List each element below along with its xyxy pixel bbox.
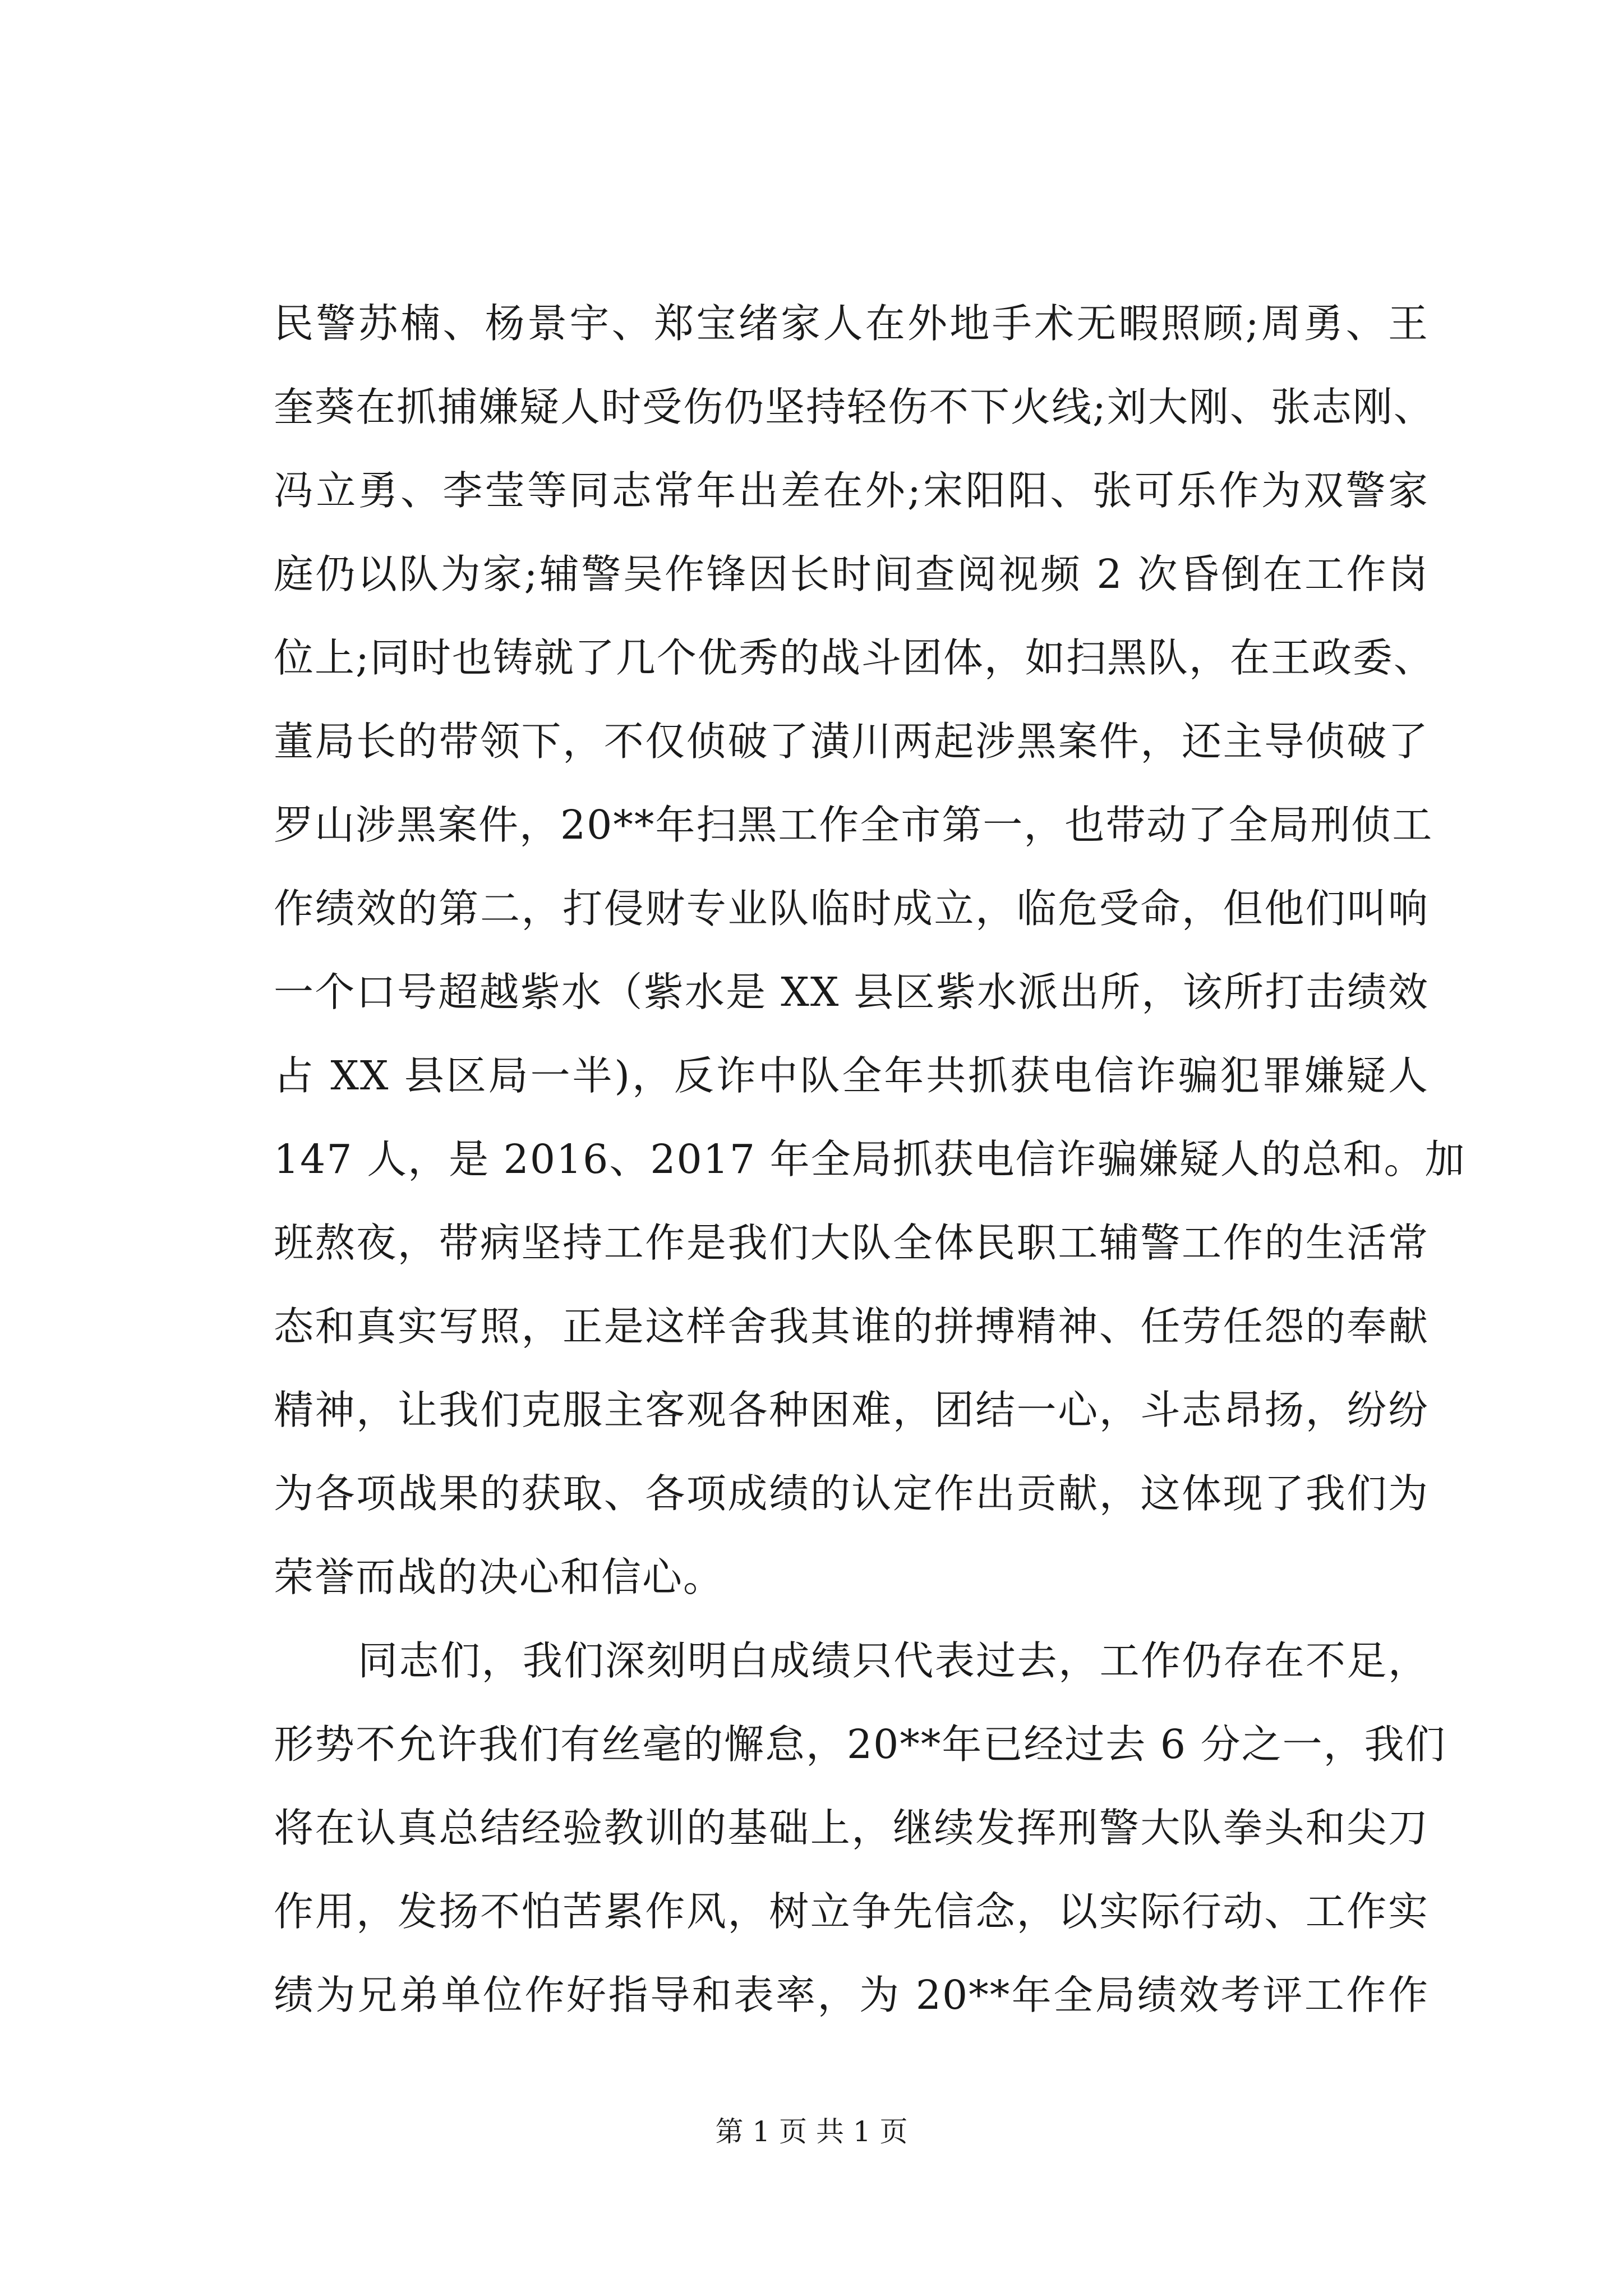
text-line: 形势不允许我们有丝毫的懈怠，20**年已经过去 6 分之一，我们 (274, 1721, 1446, 1768)
text-line: 庭仍以队为家;辅警吴作锋因长时间查阅视频 2 次昏倒在工作岗 (274, 551, 1429, 597)
text-line: 荣誉而战的决心和信心。 (274, 1554, 725, 1600)
text-line: 民警苏楠、杨景宇、郑宝绪家人在外地手术无暇照顾;周勇、王 (274, 300, 1429, 347)
text-line: 147 人，是 2016、2017 年全局抓获电信诈骗嫌疑人的总和。加 (274, 1136, 1466, 1182)
text-line: 为各项战果的获取、各项成绩的认定作出贡献，这体现了我们为 (274, 1470, 1429, 1517)
text-line: 一个口号超越紫水（紫水是 XX 县区紫水派出所，该所打击绩效 (274, 969, 1429, 1015)
text-line: 作绩效的第二，打侵财专业队临时成立，临危受命，但他们叫响 (274, 885, 1429, 932)
page-number-footer: 第 1 页 共 1 页 (715, 2115, 908, 2148)
text-line: 班熬夜，带病坚持工作是我们大队全体民职工辅警工作的生活常 (274, 1220, 1429, 1266)
text-line: 绩为兄弟单位作好指导和表率，为 20**年全局绩效考评工作作 (274, 1972, 1429, 2018)
text-line: 同志们，我们深刻明白成绩只代表过去，工作仍存在不足， (358, 1637, 1429, 1684)
text-line: 占 XX 县区局一半)，反诈中队全年共抓获电信诈骗犯罪嫌疑人 (274, 1052, 1429, 1099)
text-line: 冯立勇、李莹等同志常年出差在外;宋阳阳、张可乐作为双警家 (274, 467, 1429, 514)
text-line: 董局长的带领下，不仅侦破了潢川两起涉黑案件，还主导侦破了 (274, 718, 1429, 765)
text-line: 奎葵在抓捕嫌疑人时受伤仍坚持轻伤不下火线;刘大刚、张志刚、 (274, 384, 1435, 430)
text-line: 罗山涉黑案件，20**年扫黑工作全市第一，也带动了全局刑侦工 (274, 802, 1433, 848)
text-line: 精神，让我们克服主客观各种困难，团结一心，斗志昂扬，纷纷 (274, 1387, 1429, 1433)
text-line: 将在认真总结经验教训的基础上，继续发挥刑警大队拳头和尖刀 (274, 1805, 1429, 1851)
text-line: 作用，发扬不怕苦累作风，树立争先信念，以实际行动、工作实 (274, 1888, 1429, 1935)
document-body (274, 282, 1466, 2037)
text-line: 态和真实写照，正是这样舍我其谁的拼搏精神、任劳任怨的奉献 (274, 1303, 1429, 1350)
text-line: 位上;同时也铸就了几个优秀的战斗团体，如扫黑队，在王政委、 (274, 634, 1435, 681)
